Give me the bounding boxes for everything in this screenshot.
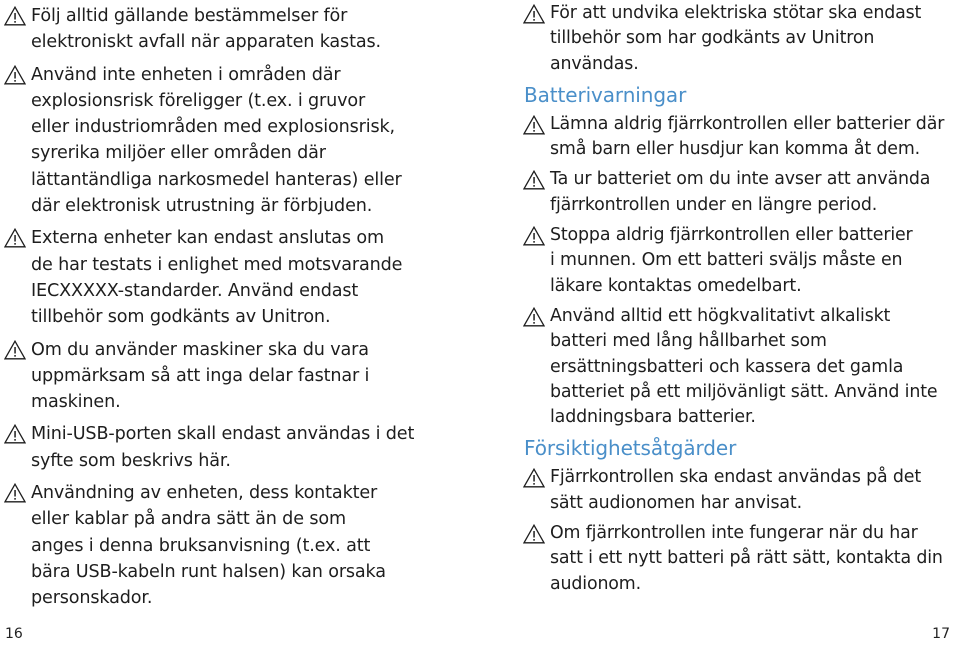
warning-triangle-icon <box>4 6 26 26</box>
warning-text: Använd alltid ett högkvalitativt alkaliskt batteri med lång hållbarhet som ersättningsbatteri och kassera det gamla batteriet på ett miljövänligt sätt. Använd inte laddningsbara batterier. <box>550 305 938 428</box>
warning-text: Om du använder maskiner ska du vara uppmärksam så att inga delar fastnar i maskinen. <box>31 339 370 413</box>
warning-item <box>4 421 444 474</box>
warning-triangle-icon <box>4 340 26 360</box>
warning-triangle-icon <box>4 483 26 503</box>
warning-text: Lämna aldrig fjärrkontrollen eller batterier där små barn eller husdjur kan komma åt dem. <box>550 113 945 160</box>
warning-triangle-icon <box>523 524 545 544</box>
warning-triangle-icon <box>523 226 545 246</box>
warning-text: Mini-USB-porten skall endast användas i det syfte som beskrivs här. <box>31 424 415 471</box>
warning-triangle-icon <box>4 424 26 444</box>
warning-triangle-icon <box>523 4 545 24</box>
warning-text: Om fjärrkontrollen inte fungerar när du har satt i ett nytt batteri på rätt sätt, kontakta din audionom. <box>550 523 943 594</box>
warning-triangle-icon <box>4 228 26 248</box>
warning-triangle-icon <box>4 65 26 85</box>
warning-item <box>4 225 444 330</box>
warning-item <box>523 167 955 218</box>
warning-text: Fjärrkontrollen ska endast användas på det sätt audionomen har anvisat. <box>550 467 921 513</box>
warning-item <box>4 3 444 56</box>
warning-item <box>523 112 955 163</box>
warning-text: Använd inte enheten i områden där explosionsrisk föreligger (t.ex. i gruvor eller industriområden med explosionsrisk, syrerika miljöer eller områden där lättantändliga narkosmedel hanteras) eller där elektronisk utrustning är förbjuden. <box>31 64 402 217</box>
warning-item <box>523 223 955 299</box>
left-page-column <box>4 3 444 618</box>
warning-text: För att undvika elektriska stötar ska endast tillbehör som har godkänts av Unitron användas. <box>550 3 922 74</box>
right-page-column <box>523 1 955 602</box>
warning-item <box>4 337 444 416</box>
battery-warnings-heading: Batterivarningar <box>524 82 687 107</box>
warning-item <box>523 304 955 430</box>
warning-text: Följ alltid gällande bestämmelser för elektroniskt avfall när apparaten kastas. <box>31 6 381 53</box>
warning-text: Externa enheter kan endast anslutas om de har testats i enlighet med motsvarande IECXXXXX-standarder. Använd endast tillbehör som godkänts av Unitron. <box>31 228 403 328</box>
warning-text: Ta ur batteriet om du inte avser att använda fjärrkontrollen under en längre period. <box>550 169 931 215</box>
warning-item <box>523 521 955 597</box>
warning-triangle-icon <box>523 307 545 327</box>
page-number-left: 16 <box>5 626 23 642</box>
page-number-right: 17 <box>932 626 950 642</box>
warning-item <box>523 1 955 77</box>
warning-triangle-icon <box>523 115 545 135</box>
warning-item <box>523 465 955 516</box>
warning-item <box>4 62 444 220</box>
warning-item <box>4 480 444 611</box>
warning-triangle-icon <box>523 170 545 190</box>
warning-text: Stoppa aldrig fjärrkontrollen eller batterier i munnen. Om ett batteri sväljs måste en läkare kontaktas omedelbart. <box>550 225 913 296</box>
warning-triangle-icon <box>523 468 545 488</box>
warning-text: Användning av enheten, dess kontakter eller kablar på andra sätt än de som anges i denna bruksanvisning (t.ex. att bära USB-kabeln runt halsen) kan orsaka personskador. <box>31 483 386 609</box>
precautions-heading: Försiktighetsåtgärder <box>524 436 737 461</box>
